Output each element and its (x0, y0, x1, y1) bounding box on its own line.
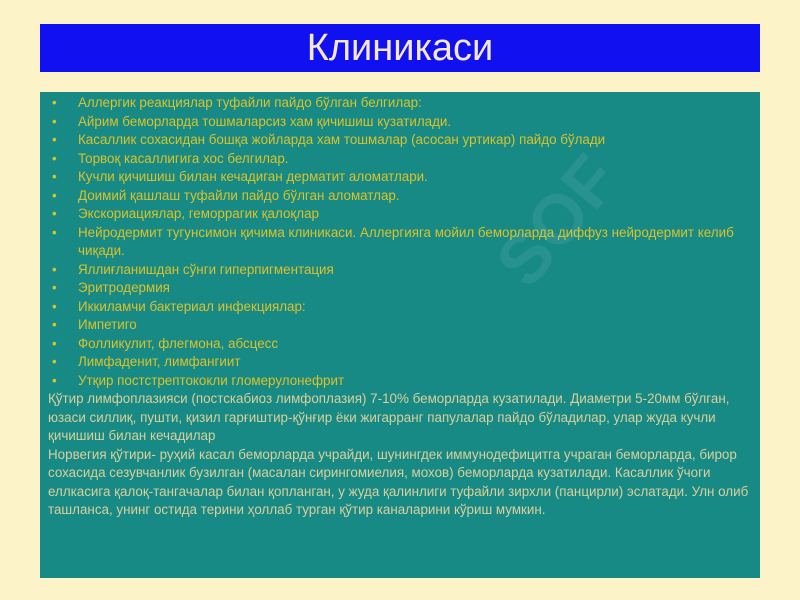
list-item: • Аллергик реакциялар туфайли пайдо бўлган белгилар: (48, 94, 752, 113)
list-item: • Торвоқ касаллигига хос белгилар. (48, 150, 752, 169)
bullet-list (48, 94, 752, 390)
paragraph-lymphoplasia: Қўтир лимфоплазияси (постскабиоз лимфоплазия) 7-10% беморларда кузатилади. Диаметри 5-20мм бўлган, юзаси силлиқ, пушти, қизил гарғиштир-қўнғир ёки жигарранг папулалар пайдо бўладилар, улар жуда кучли қичишиш билан кечадилар (48, 391, 730, 443)
list-item: • Утқир постстрептококли гломерулонефрит (48, 372, 752, 391)
slide-title: Клиникаси (40, 24, 760, 72)
list-item: • Нейродермит тугунсимон қичима клиникаси. Аллергияга мойил беморларда диффуз нейродермит келиб чиқади. (48, 224, 752, 261)
list-item: • Импетиго (48, 316, 752, 335)
list-item: • Касаллик сохасидан бошқа жойларда хам тошмалар (асосан уртикар) пайдо бўлади (48, 131, 752, 150)
list-item: • Кучли қичишиш билан кечадиган дерматит аломатлари. (48, 168, 752, 187)
paragraph-norwegian-scabies: Норвегия қўтири- руҳий касал беморларда учрайди, шунингдек иммунодефицитга учраган беморларда, бирор сохасида сезувчанлик бузилган (масалан сирингомиелия, мохов) беморларда кузатилади. Касаллик ўчоги еллкасига қалоқ-тангачалар билан қопланган, у жуда қалинлиги туфайли зирхли (панцирли) эслатади. Улн олиб ташланса, унинг остида терини ҳоллаб турган қўтир каналарини кўриш мумкин. (48, 446, 749, 517)
list-item: • Эритродермия (48, 279, 752, 298)
list-item: • Экскориациялар, геморрагик қалоқлар (48, 205, 752, 224)
list-item: • Лимфаденит, лимфангиит (48, 353, 752, 372)
list-item: • Яллиғланишдан сўнги гиперпигментация (48, 261, 752, 280)
list-item: • Доимий қашлаш туфайли пайдо бўлган аломатлар. (48, 187, 752, 206)
list-item: • Айрим беморларда тошмаларсиз хам қичишиш кузатилади. (48, 113, 752, 132)
slide-content (40, 92, 760, 578)
list-item: • Фолликулит, флегмона, абсцесс (48, 335, 752, 354)
list-item: • Иккиламчи бактериал инфекциялар: (48, 298, 752, 317)
